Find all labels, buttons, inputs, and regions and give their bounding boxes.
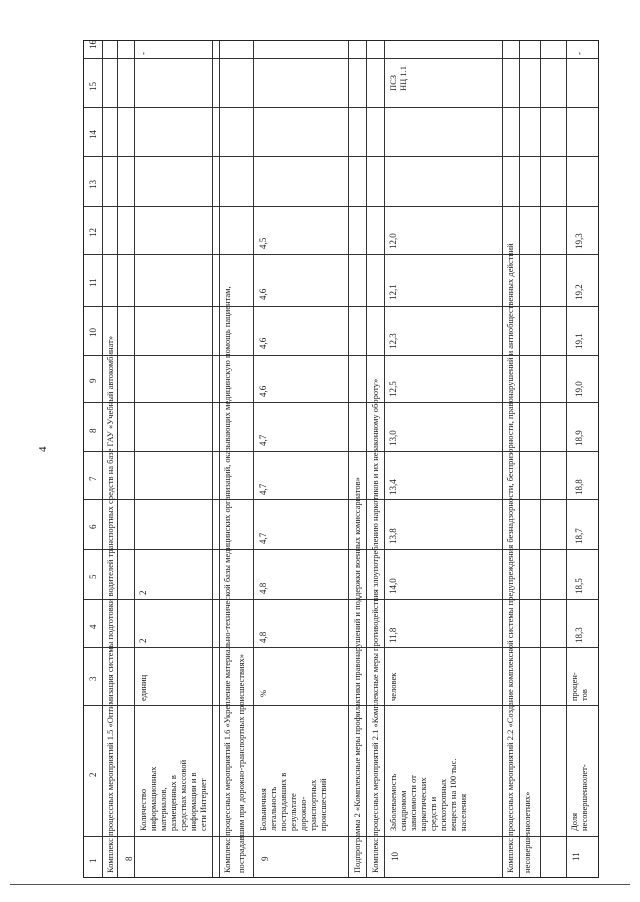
unit: %	[258, 689, 268, 697]
row-divider	[502, 41, 503, 877]
value: 12,0	[388, 233, 398, 249]
header-6: 6	[88, 524, 98, 529]
indicator-name: Заболеваемость синдромом зависимости от наркотических средств и психотропных веществ на 100 тыс. населения	[388, 758, 468, 831]
indicator-name: Количество информационных материалов, размещенных в средствах массовой информации и в сети Интернет	[138, 759, 208, 831]
row-divider	[366, 41, 367, 877]
col-divider	[84, 647, 598, 648]
value: 13,4	[388, 479, 398, 495]
row-divider	[134, 41, 135, 877]
col-divider	[84, 705, 598, 706]
value: 12,1	[388, 284, 398, 300]
value: 12,3	[388, 333, 398, 349]
value: 4,8	[258, 631, 268, 643]
row-divider	[566, 41, 567, 877]
header-10: 10	[88, 328, 98, 337]
row-divider	[102, 41, 103, 877]
unit: единиц	[138, 674, 148, 701]
value: 12,5	[388, 381, 398, 397]
header-9: 9	[88, 378, 98, 383]
value: 18,7	[574, 528, 584, 544]
header-14: 14	[88, 130, 98, 139]
header-12: 12	[88, 228, 98, 237]
row-divider	[253, 41, 254, 877]
value: 4,6	[258, 337, 268, 349]
indicator-name: Больничная летальность пострадавших в результате дорожно- транспортных происшествий	[258, 772, 328, 831]
value: 19,0	[574, 381, 584, 397]
col-divider	[84, 58, 598, 59]
value: 19,1	[574, 333, 584, 349]
col-divider	[84, 836, 598, 837]
value-extra: ПСЗ НЦ 1.1	[388, 65, 408, 91]
page-bottom-rule	[10, 884, 630, 885]
value: 2	[138, 590, 148, 595]
header-16: 16	[88, 40, 98, 49]
header-1: 1	[88, 858, 98, 863]
row-divider	[117, 41, 118, 877]
section-title: Комплекс процессных мероприятий 2.1 «Комплексные меры противодействия злоупотреблению наркотиков и их незаконному обороту»	[370, 378, 380, 873]
header-5: 5	[88, 574, 98, 579]
header-13: 13	[88, 180, 98, 189]
header-4: 4	[88, 624, 98, 629]
section-title: Комплекс процессных мероприятий 1.6 «Укрепление материально-технической базы медицинских организаций, оказывающих медицинскую помощь пациентам,	[222, 286, 232, 873]
col-divider	[84, 549, 598, 550]
header-8: 8	[88, 428, 98, 433]
row-number: 11	[571, 852, 581, 861]
value: 4,6	[258, 288, 268, 300]
value: 4,7	[258, 483, 268, 495]
header-11: 11	[88, 278, 98, 287]
col-divider	[84, 599, 598, 600]
row-divider	[219, 41, 220, 877]
value: 4,8	[258, 582, 268, 594]
row-divider	[540, 41, 541, 877]
header-2: 2	[88, 772, 98, 777]
header-15: 15	[88, 82, 98, 91]
value: 18,8	[574, 479, 584, 495]
value: 13,8	[388, 528, 398, 544]
col-divider	[84, 402, 598, 403]
unit: процен- тов	[569, 672, 589, 701]
col-divider	[84, 107, 598, 108]
row-divider	[212, 41, 213, 877]
value-extra: -	[138, 52, 148, 55]
value: 19,2	[574, 284, 584, 300]
col-divider	[84, 355, 598, 356]
col-divider	[84, 156, 598, 157]
value: 14,0	[388, 578, 398, 594]
row-divider	[519, 41, 520, 877]
section-title: Комплекс процессных мероприятий 1.5 «Оптимизация системы подготовки водителей транспортных средств на базе ГАУ «Учебный автокомбинат»	[105, 335, 115, 873]
row-number: 8	[124, 856, 134, 861]
col-divider	[84, 499, 598, 500]
col-divider	[84, 206, 598, 207]
subprogram-title: Подпрограмма 2 «Комплексные меры профилактики правонарушений и поддержки военных комиссариатов»	[352, 477, 362, 873]
section-title: Комплекс процессных мероприятий 2.2 «Создание комплексной системы предупреждения безнадзорности, беспризорности, правонарушений и антиобщественных действий	[505, 243, 515, 873]
value: 4,5	[258, 237, 268, 249]
value: 18,3	[574, 627, 584, 643]
col-divider	[84, 254, 598, 255]
row-number: 10	[390, 852, 400, 861]
col-divider	[84, 451, 598, 452]
row-divider	[348, 41, 349, 877]
indicators-table	[83, 40, 599, 878]
value: 11,8	[388, 627, 398, 643]
row-number: 9	[260, 856, 270, 861]
row-divider	[384, 41, 385, 877]
header-7: 7	[88, 476, 98, 481]
value: 4,7	[258, 434, 268, 446]
section-title: пострадавшим при дорожно-транспортных происшествиях»	[236, 654, 246, 873]
value: 18,5	[574, 578, 584, 594]
value: 2	[138, 638, 148, 643]
col-divider	[84, 306, 598, 307]
value: 18,9	[574, 430, 584, 446]
indicator-name: Доля несовершеннолет-	[569, 764, 589, 831]
value: 13,0	[388, 430, 398, 446]
header-3: 3	[88, 676, 98, 681]
section-title: несовершеннолетних»	[522, 791, 532, 873]
value-extra: -	[574, 52, 584, 55]
value: 19,3	[574, 233, 584, 249]
unit: человек	[388, 672, 398, 701]
value: 4,6	[258, 385, 268, 397]
page-number: 4	[37, 446, 49, 452]
value: 4,7	[258, 532, 268, 544]
